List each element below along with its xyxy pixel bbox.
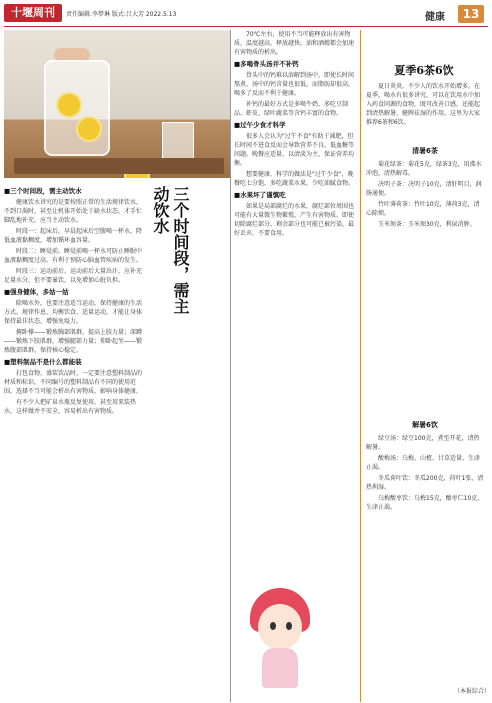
paragraph: 除喝水外，也要注意适当运动，保持健康的生活方式。规律作息、均衡饮食、适量运动，才能让身体保持最佳状态，增强免疫力。 xyxy=(4,300,143,325)
recipe-item: 决明子茶：决明子10克，清肝明目，润肠通便。 xyxy=(366,181,482,197)
paragraph: 有不少人把矿泉水瓶反复使用，甚至用来装热水，这样做并不安全，容易析出有害物质。 xyxy=(4,399,137,415)
recipe-item: 乌梅酸枣饮：乌梅15克，酸枣仁10克，生津止渴。 xyxy=(366,495,484,511)
paragraph: 想要健康，科学的做法是"过午少食"，晚餐吃七分饱，多吃蔬菜水果，少吃油腻食物。 xyxy=(234,171,355,187)
eye-shape xyxy=(270,622,276,630)
section-heading: ■三个时间段，需主动饮水 xyxy=(4,187,82,195)
box-subheading-drink: 解暑6饮 xyxy=(412,421,438,429)
section-heading: ■塑料制品不是什么都能装 xyxy=(4,358,82,366)
article-column-2 xyxy=(234,30,356,578)
paragraph: 时段一：起床后。早晨起床后空腹喝一杯水，降低血液黏稠度，增加循环血容量。 xyxy=(4,228,143,244)
recipe-item: 玉米须茶：玉米须30克，利尿消肿。 xyxy=(378,221,476,228)
wooden-board xyxy=(14,158,224,174)
section-heading: ■多喝骨头汤并不补钙 xyxy=(234,60,299,68)
paragraph: 如果是局部腐烂的水果，腐烂部位周围也可能有大量微生物繁殖，产生有害物质。即使切除腐烂部分，剩余部分也可能已被污染，最好丢弃，不要食用。 xyxy=(234,203,355,237)
editor-meta: 责任编辑:李梦琳 版式:吕大芳 2022.5.13 xyxy=(66,11,177,18)
paragraph: 很多人会认为"过午不食"有助于减肥，但长时间不进食反而会导致营养不良、低血糖等问题。晚餐应适量，以清淡为主，保证营养均衡。 xyxy=(234,133,355,167)
eye-shape xyxy=(286,622,292,630)
lemon-water-photo xyxy=(4,30,230,178)
paragraph: 骨头中的钙难以溶解到汤中，即使长时间熬煮，汤中的钙含量也很低，而脂肪却很高，喝多了反而不利于健康。 xyxy=(234,72,355,97)
section-heading: ■强身健体，多姑一姑 xyxy=(4,288,69,296)
body-shape xyxy=(262,648,298,688)
section-heading: ■过午少食才科学 xyxy=(234,121,286,129)
column-divider xyxy=(230,30,231,702)
recipe-item: 酸梅汤：乌梅、山楂、甘草适量，生津止渴。 xyxy=(366,455,481,471)
header-rule xyxy=(4,26,488,27)
paragraph: 时段二：睡觉前。睡觉前喝一杯水可防止睡眠中血液黏稠度过高，有利于预防心脑血管疾病的发生。 xyxy=(4,248,143,264)
page-header xyxy=(0,0,492,26)
recipe-item: 菊花绿茶：菊花5克，绿茶3克，用沸水冲泡，清热解毒。 xyxy=(366,161,482,177)
box-intro: 夏日炎炎，不少人的饮水开始增多。在夏季，喝水有很多讲究，可以在饮用水中加入药食同源的食物，既可改善口感，还能起到清热解暑、健脾祛湿的作用。这里为大家推荐6茶和6饮。 xyxy=(366,83,481,126)
paragraph: 时段三：运动前后。运动前后大量出汗，应补充足量水分，但不要暴饮，以免增加心脏负担。 xyxy=(4,268,143,284)
article-title: 三个时间段，需主动饮水 xyxy=(151,186,190,314)
paragraph: 70℃左右，使用不当可能释放出有害物质，温度越高，释放越快。油和酒精都会加速有害物质的析出。 xyxy=(234,31,355,56)
lemon-slice xyxy=(56,92,82,118)
section-name: 健康 xyxy=(425,12,445,23)
paragraph: 俯卧撑——锻炼胸部肌群，提高上肢力量；深蹲——锻炼下肢肌群，增强腿部力量；仰卧起坐——锻炼腹部肌群，保持核心稳定。 xyxy=(4,329,143,354)
drink-list xyxy=(366,434,484,674)
recipe-item: 竹叶薄荷茶：竹叶10克，薄荷3克，清心除烦。 xyxy=(366,201,480,217)
paragraph: 补钙的最好方式是多喝牛奶、多吃豆制品、虾皮、绿叶蔬菜等含钙丰富的食物。 xyxy=(234,101,349,117)
drinking-glass xyxy=(162,122,194,162)
section-heading: ■水果坏了谨慎吃 xyxy=(234,191,286,199)
face-shape xyxy=(258,604,302,650)
article-column-1 xyxy=(4,184,146,700)
recipe-item: 冬瓜荷叶饮：冬瓜200克，荷叶1张，清热利湿。 xyxy=(366,475,484,491)
paragraph: 打包食物、盛装饮品时，一定要注意塑料制品的材质和标识，不同编号的塑料制品有不同的使用范围，选择不当可能会析出有害物质，影响身体健康。 xyxy=(4,370,143,395)
recipe-item: 绿豆汤：绿豆100克，煮至开花，清热解暑。 xyxy=(366,435,480,451)
paragraph: 健康饮水讲究的是要按照正常的生活规律饮水，不到口渴时，甚至让机体开始处于缺水状态，才手忙脚乱地补充。应当主动饮水。 xyxy=(4,199,143,224)
masthead: 十堰周刊 xyxy=(4,4,62,22)
page-number: 13 xyxy=(458,5,484,23)
box-title: 夏季6茶6饮 xyxy=(394,64,454,77)
source-note: （本报综合） xyxy=(454,688,491,695)
tea-list xyxy=(366,160,484,400)
box-subheading-tea: 清暑6茶 xyxy=(412,147,438,155)
lemon-slice xyxy=(76,116,102,142)
cartoon-girl-illustration xyxy=(240,576,320,690)
